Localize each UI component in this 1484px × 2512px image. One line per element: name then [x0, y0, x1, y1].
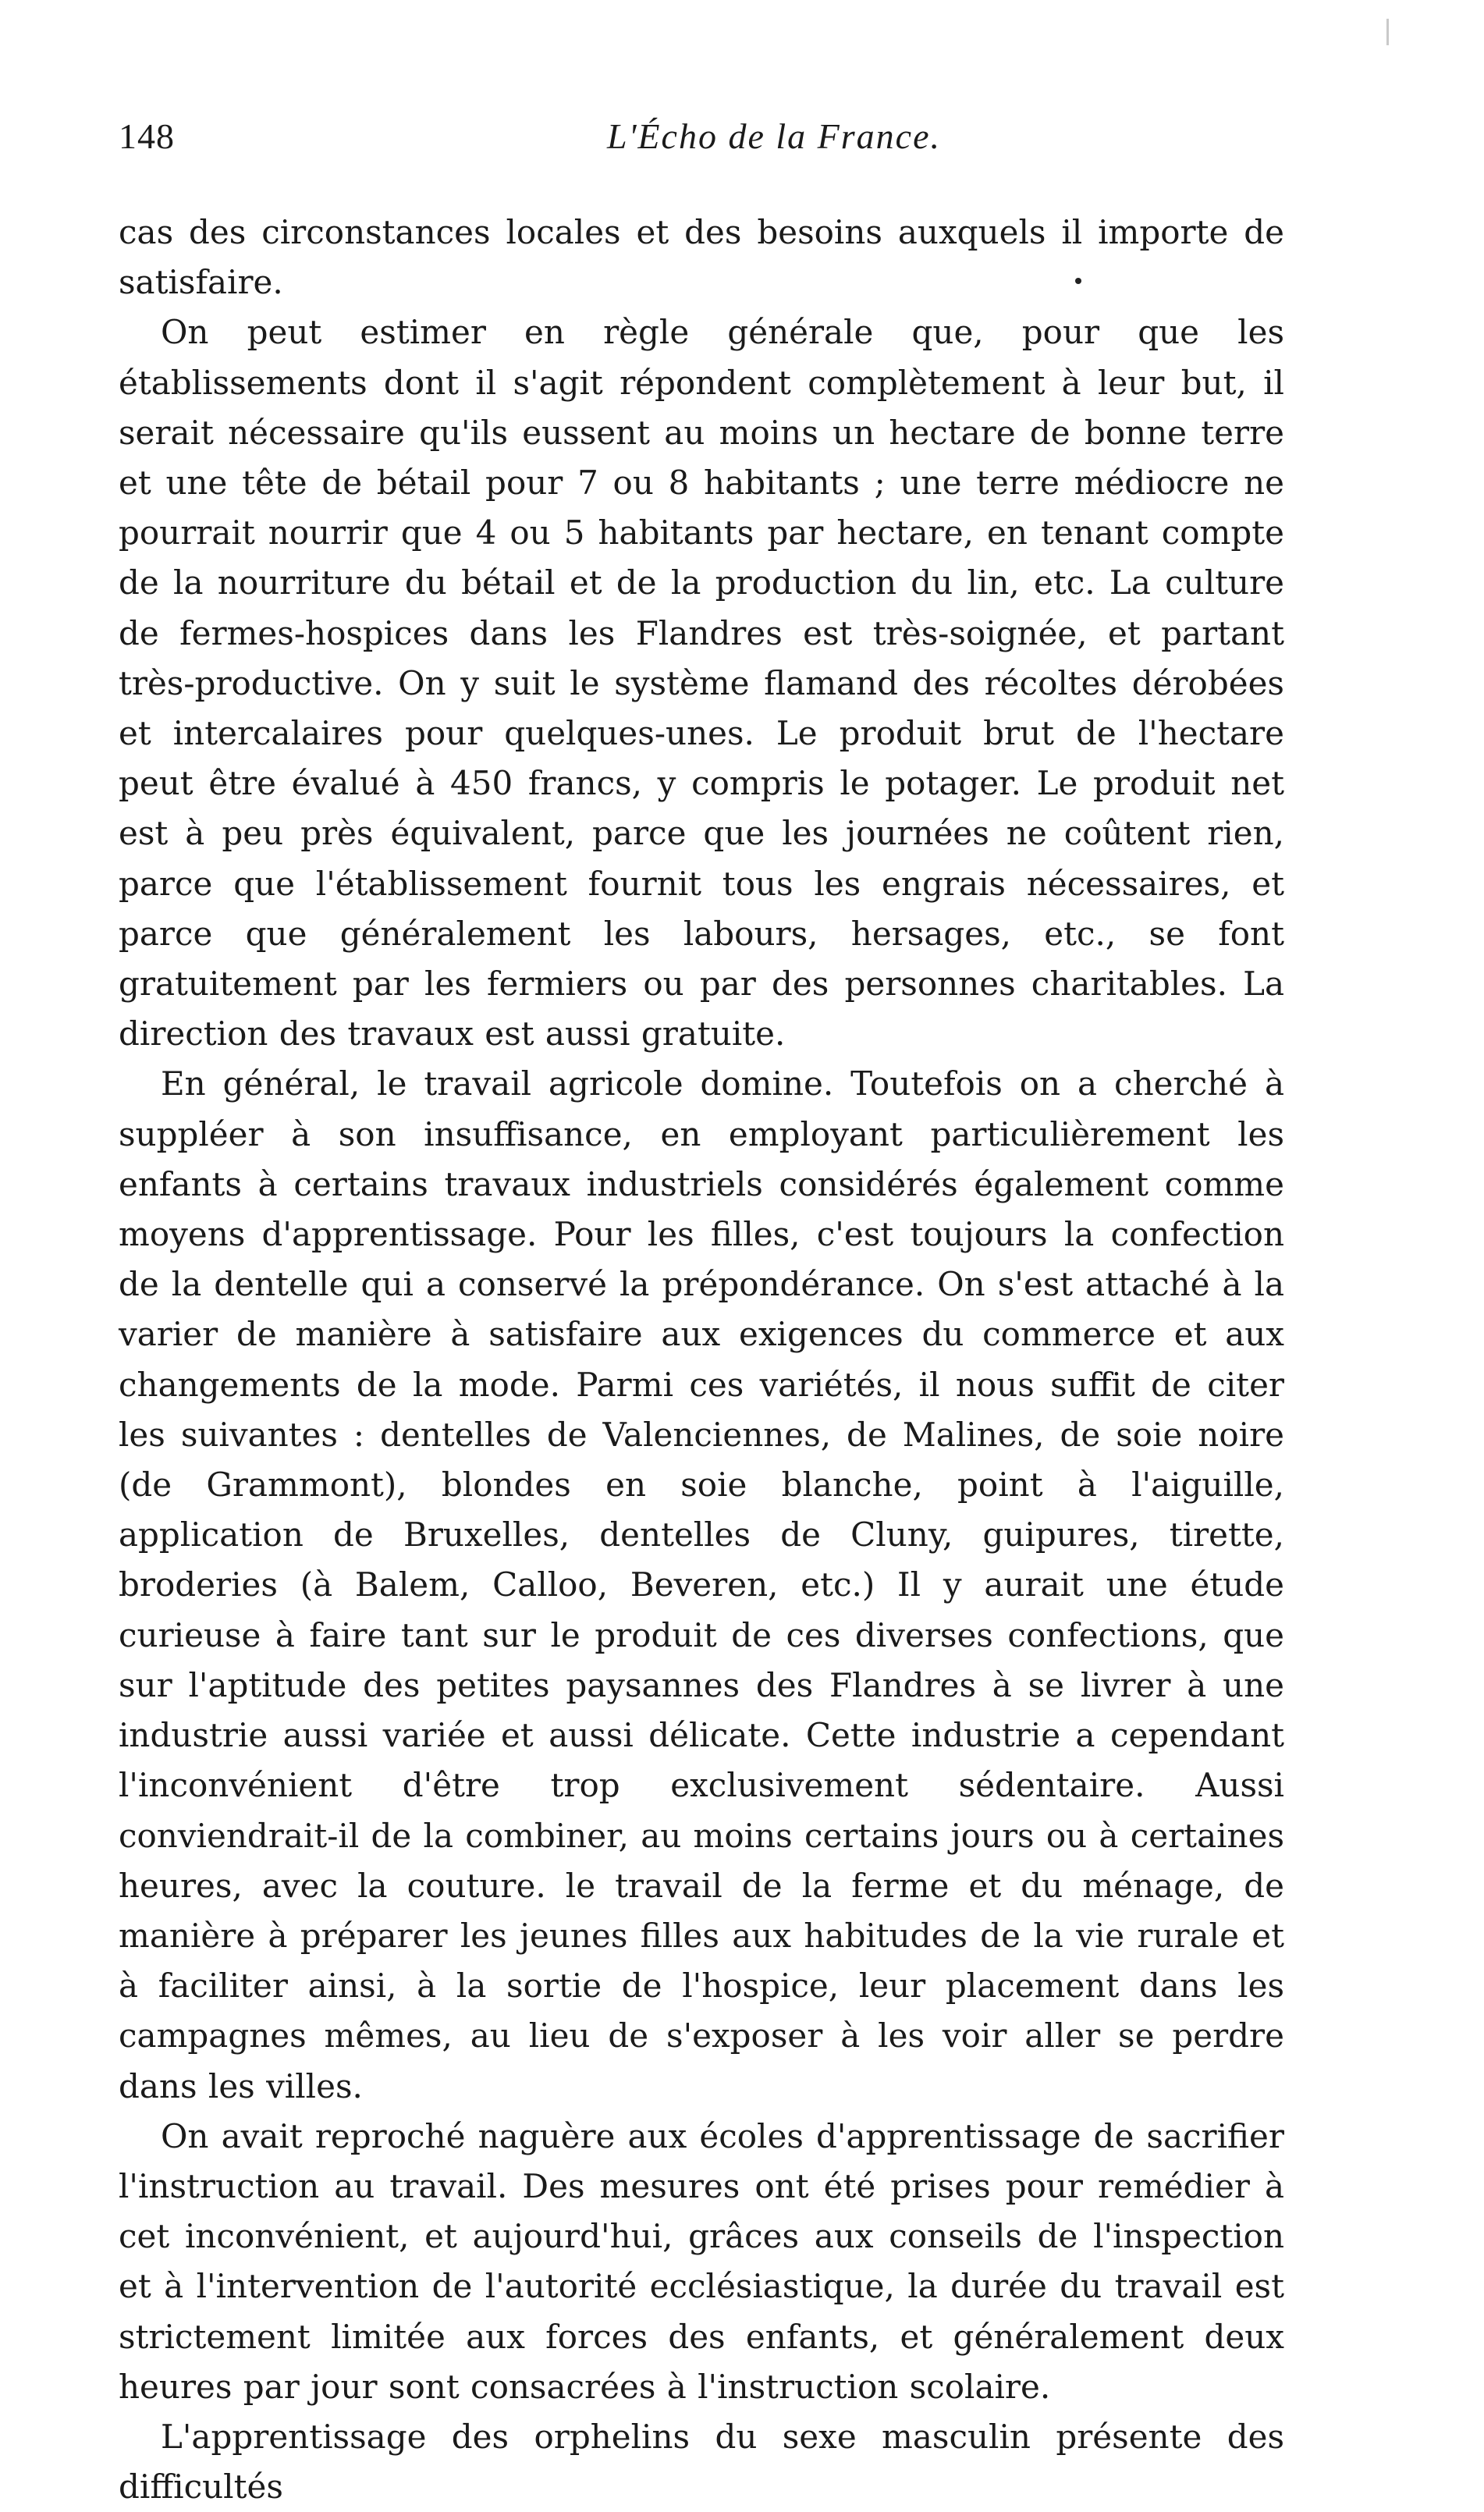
- paragraph: En général, le travail agricole domine. Toutefois on a cherché à suppléer à son insuffisance, en employant particulièrement les enfants à certains travaux industriels considérés également comme moyens d'apprentissage. Pour les filles, c'est toujours la confection de la dentelle qui a conservé la prépondérance. On s'est attaché à la varier de manière à satisfaire aux exigences du commerce et aux changements de la mode. Parmi ces variétés, il nous suffit de citer les suivantes : dentelles de Valenciennes, de Malines, de soie noire (de Grammont), blondes en soie blanche, point à l'aiguille, application de Bruxelles, dentelles de Cluny, guipures, tirette, broderies (à Balem, Calloo, Beveren, etc.) Il y aurait une étude curieuse à faire tant sur le produit de ces diverses confections, que sur l'aptitude des petites paysannes des Flandres à se livrer à une industrie aussi variée et aussi délicate. Cette industrie a cependant l'inconvénient d'être trop exclusivement sédentaire. Aussi conviendrait-il de la combiner, au moins certains jours ou à certaines heures, avec la couture. le travail de la ferme et du ménage, de manière à préparer les jeunes filles aux habitudes de la vie rurale et à faciliter ainsi, à la sortie de l'hospice, leur placement dans les campagnes mêmes, au lieu de s'exposer à les voir aller se perdre dans les villes.: [119, 1064, 1284, 2105]
- paragraph: On avait reproché naguère aux écoles d'apprentissage de sacrifier l'instruction au travail. Des mesures ont été prises pour remédier à cet inconvénient, et aujourd'hui, grâces aux conseils de l'inspection et à l'intervention de l'autorité ecclésiastique, la durée du travail est strictement limitée aux forces des enfants, et généralement deux heures par jour sont consacrées à l'instruction scolaire.: [119, 2116, 1284, 2406]
- body-text: [119, 208, 1284, 2512]
- running-title: L'Écho de la France.: [607, 116, 941, 156]
- margin-mark: [1386, 19, 1389, 45]
- paragraph-continuation: cas des circonstances locales et des besoins auxquels il importe de satisfaire.: [119, 213, 1284, 302]
- paragraph: On peut estimer en règle générale que, pour que les établissements dont il s'agit répondent complètement à leur but, il serait nécessaire qu'ils eussent au moins un hectare de bonne terre et une tête de bétail pour 7 ou 8 habitants ; une terre médiocre ne pourrait nourrir que 4 ou 5 habitants par hectare, en tenant compte de la nourriture du bétail et de la production du lin, etc. La culture de fermes-hospices dans les Flandres est très-soignée, et partant très-productive. On y suit le système flamand des récoltes dérobées et intercalaires pour quelques-unes. Le produit brut de l'hectare peut être évalué à 450 francs, y compris le potager. Le produit net est à peu près équivalent, parce que les journées ne coûtent rien, parce que l'établissement fournit tous les engrais nécessaires, et parce que généralement les labours, hersages, etc., se font gratuitement par les fermiers ou par des personnes charitables. La direction des travaux est aussi gratuite.: [119, 313, 1284, 1053]
- page-number: 148: [119, 116, 175, 156]
- paragraph: L'apprentissage des orphelins du sexe masculin présente des difficultés: [119, 2417, 1284, 2507]
- running-head: [119, 115, 1289, 170]
